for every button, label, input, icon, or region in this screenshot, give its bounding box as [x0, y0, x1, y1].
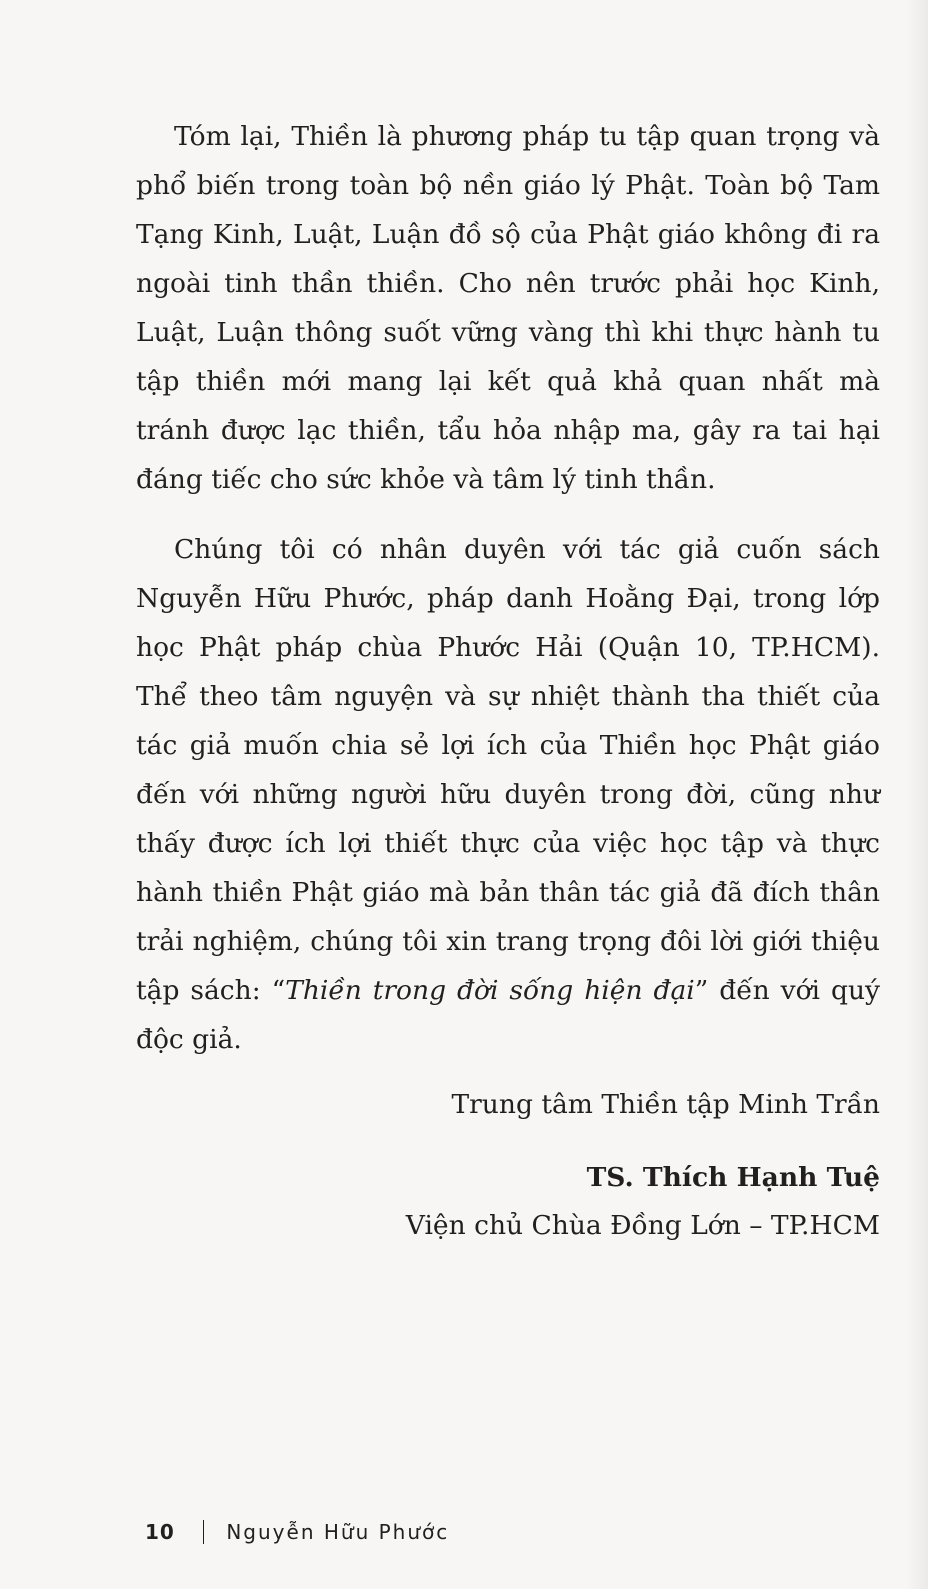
signature-organization: Trung tâm Thiền tập Minh Trần	[451, 1089, 880, 1120]
paragraph-introduction	[136, 525, 880, 1064]
page-edge-shadow	[906, 0, 928, 1589]
paragraph-introduction-ending: ” đến với quý độc giả.	[136, 975, 881, 1055]
signature-role: Viện chủ Chùa Đồng Lớn – TP.HCM	[405, 1210, 880, 1241]
footer-divider	[203, 1520, 205, 1544]
running-author: Nguyễn Hữu Phước	[226, 1520, 450, 1544]
page-number: 10	[145, 1520, 175, 1544]
book-title: Thiền trong đời sống hiện đại	[285, 975, 695, 1006]
page-footer	[145, 1515, 449, 1549]
paragraph-introduction-text: Chúng tôi có nhân duyên với tác giả cuốn sách Nguyễn Hữu Phước, pháp danh Hoằng Đại, trong lớp học Phật pháp chùa Phước Hải (Quận 10, TP.HCM). Thể theo tâm nguyện và sự nhiệt thành tha thiết của tác giả muốn chia sẻ lợi ích của Thiền học Phật giáo đến với những người hữu duyên trong đời, cũng như thấy được ích lợi thiết thực của việc học tập và thực hành thiền Phật giáo mà bản thân tác giả đã đích thân trải nghiệm, chúng tôi xin trang trọng đôi lời giới thiệu tập sách: “	[136, 534, 880, 1006]
body-text	[136, 112, 880, 1064]
signature-name: TS. Thích Hạnh Tuệ	[586, 1162, 880, 1193]
paragraph-summary: Tóm lại, Thiền là phương pháp tu tập quan trọng và phổ biến trong toàn bộ nền giáo lý Phật. Toàn bộ Tam Tạng Kinh, Luật, Luận đồ sộ của Phật giáo không đi ra ngoài tinh thần thiền. Cho nên trước phải học Kinh, Luật, Luận thông suốt vững vàng thì khi thực hành tu tập thiền mới mang lại kết quả khả quan nhất mà tránh được lạc thiền, tẩu hỏa nhập ma, gây ra tai hại đáng tiếc cho sức khỏe và tâm lý tinh thần.	[136, 121, 880, 495]
